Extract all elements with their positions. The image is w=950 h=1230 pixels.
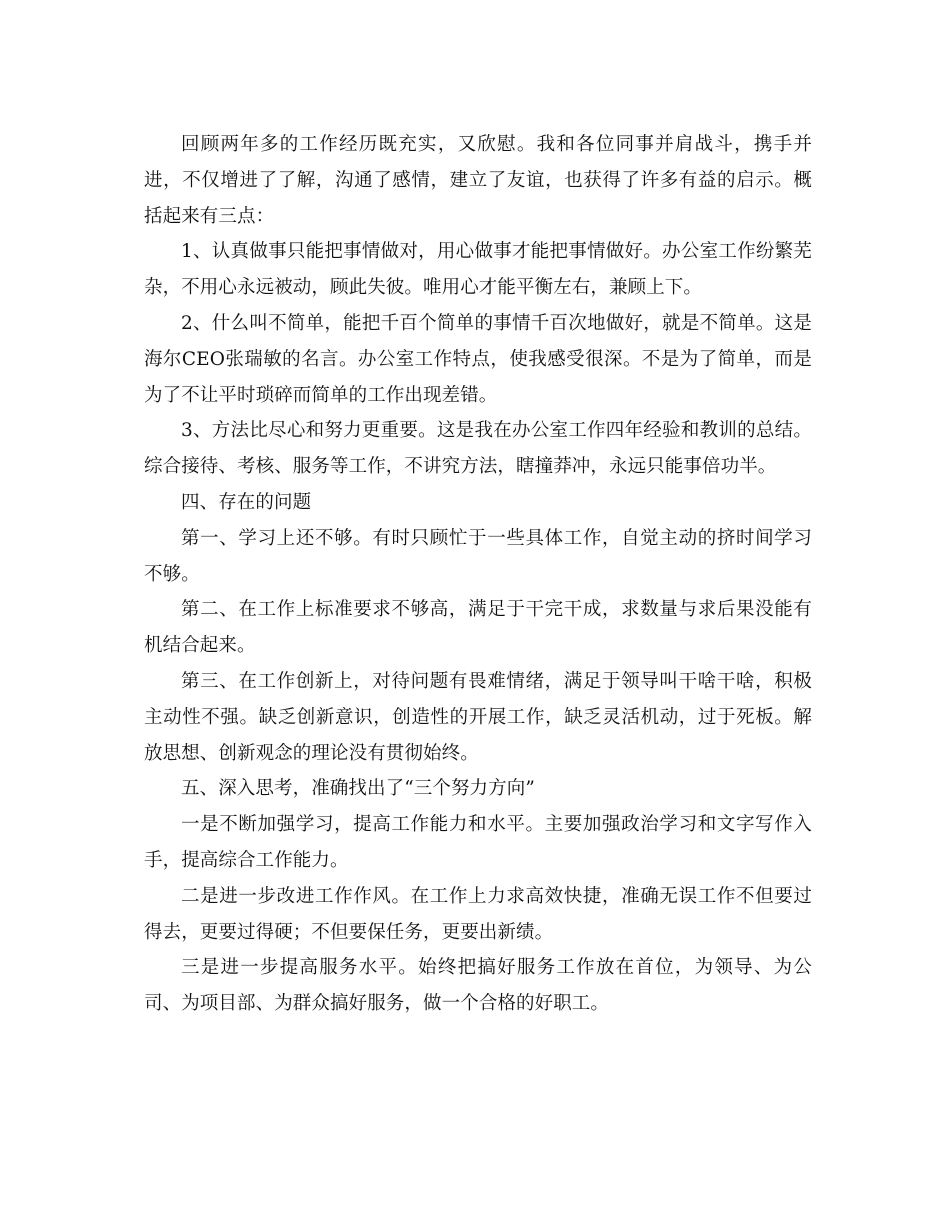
section-heading-directions: 五、深入思考，准确找出了“三个努力方向” bbox=[181, 778, 535, 800]
paragraph-problem-3: 第三、在工作创新上，对待问题有畏难情绪，满足于领导叫干啥干啥，积极主动性不强。缺乏创新意识，创造性的开展工作，缺乏灵活机动，过于死板。解放思想、创新观念的理论没有贯彻始终。 bbox=[144, 670, 812, 764]
paragraph-direction-2: 二是进一步改进工作作风。在工作上力求高效快捷，准确无误工作不但要过得去，更要过得硬；不但要保任务，更要出新绩。 bbox=[144, 885, 812, 943]
paragraph-point-3: 3、方法比尽心和努力更重要。这是我在办公室工作四年经验和教训的总结。综合接待、考核、服务等工作，不讲究方法，瞎撞莽冲，永远只能事倍功半。 bbox=[144, 420, 812, 478]
paragraph-point-1: 1、认真做事只能把事情做对，用心做事才能把事情做好。办公室工作纷繁芜杂，不用心永远被动，顾此失彼。唯用心才能平衡左右，兼顾上下。 bbox=[144, 241, 812, 299]
paragraph-direction-1: 一是不断加强学习，提高工作能力和水平。主要加强政治学习和文字写作入手，提高综合工作能力。 bbox=[144, 814, 812, 871]
document-body bbox=[144, 127, 812, 1022]
section-heading-problems: 四、存在的问题 bbox=[181, 491, 312, 513]
paragraph-problem-2: 第二、在工作上标准要求不够高，满足于干完干成，求数量与求后果没能有机结合起来。 bbox=[144, 599, 812, 657]
paragraph-intro: 回顾两年多的工作经历既充实，又欣慰。我和各位同事并肩战斗，携手并进，不仅增进了了解，沟通了感情，建立了友谊，也获得了许多有益的启示。概括起来有三点： bbox=[144, 134, 812, 227]
paragraph-direction-3: 三是进一步提高服务水平。始终把搞好服务工作放在首位，为领导、为公司、为项目部、为群众搞好服务，做一个合格的好职工。 bbox=[144, 957, 812, 1015]
paragraph-point-2: 2、什么叫不简单，能把千百个简单的事情千百次地做好，就是不简单。这是海尔CEO张瑞敏的名言。办公室工作特点，使我感受很深。不是为了简单，而是为了不让平时琐碎而简单的工作出现差错。 bbox=[144, 312, 812, 406]
paragraph-problem-1: 第一、学习上还不够。有时只顾忙于一些具体工作，自觉主动的挤时间学习不够。 bbox=[144, 527, 812, 585]
